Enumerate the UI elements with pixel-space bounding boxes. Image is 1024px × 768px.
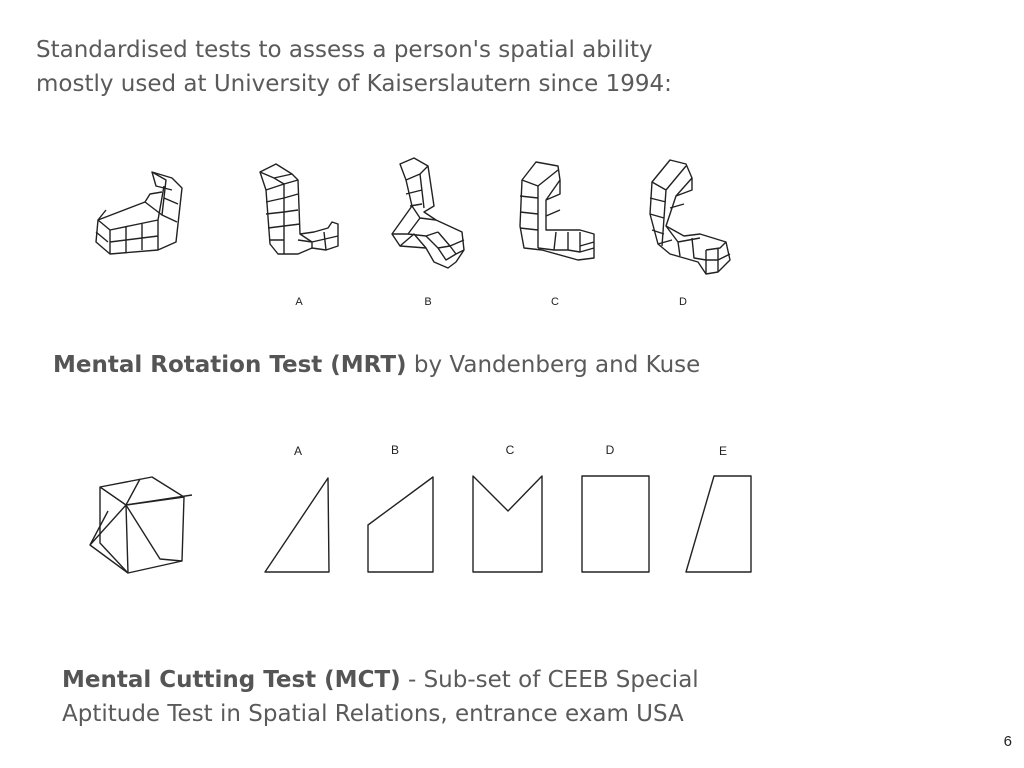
mct-caption-desc: - Sub-set of CEEB Special (400, 667, 699, 693)
intro-line-2: mostly used at University of Kaiserslautern since 1994: (36, 71, 672, 97)
mct-figure (80, 435, 780, 595)
mct-option-d-shape (582, 476, 649, 572)
mrt-caption (53, 348, 700, 382)
mct-option-b-shape (368, 477, 433, 572)
mrt-label-d: D (679, 296, 687, 308)
mrt-option-c-figure (520, 162, 594, 260)
page-number: 6 (1003, 733, 1012, 750)
mrt-option-b-figure (392, 158, 464, 268)
mrt-option-a-figure (260, 164, 338, 254)
mrt-label-b: B (424, 296, 432, 308)
mct-caption-line-2: Aptitude Test in Spatial Relations, entrance exam USA (62, 701, 684, 727)
mrt-caption-title: Mental Rotation Test (MRT) (53, 352, 407, 378)
mct-label-a: A (293, 444, 303, 458)
mrt-label-a: A (295, 296, 303, 308)
mct-cube-figure (90, 477, 192, 573)
mct-caption-title: Mental Cutting Test (MCT) (62, 667, 401, 693)
mrt-caption-authors: by Vandenberg and Kuse (406, 352, 701, 378)
mct-caption (62, 663, 822, 731)
mrt-figure (80, 150, 780, 320)
mct-label-e: E (718, 444, 728, 458)
mrt-label-c: C (551, 296, 559, 308)
mrt-reference-figure (96, 172, 182, 254)
mct-label-c: C (505, 443, 515, 457)
mrt-option-d-figure (650, 160, 730, 274)
mct-caption-line-1 (62, 663, 822, 697)
mct-label-b: B (390, 443, 400, 457)
mct-label-d: D (605, 443, 615, 457)
mct-option-e-shape (686, 476, 751, 572)
mct-option-a-shape (265, 478, 329, 572)
intro-text (36, 33, 816, 101)
mct-option-c-shape (473, 476, 542, 572)
intro-line-1: Standardised tests to assess a person's spatial ability (36, 37, 653, 63)
